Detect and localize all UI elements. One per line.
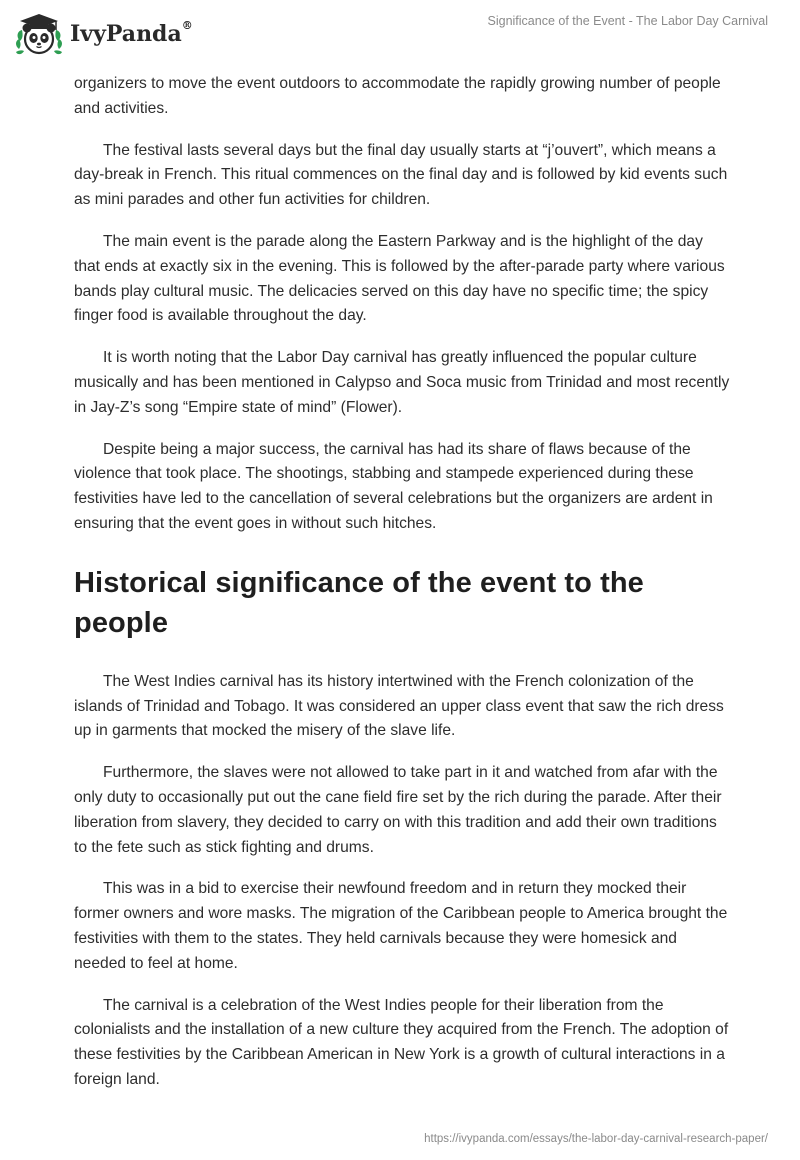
section-heading: Historical significance of the event to the people (74, 566, 644, 639)
article-body (74, 72, 730, 1110)
brand-name: IvyPanda® (70, 19, 193, 47)
ivypanda-logo[interactable] (14, 8, 193, 60)
paragraph: The carnival is a celebration of the West Indies people for their liberation from the colonialists and the installation of a new culture they acquired from the French. The adoption of these festivities by the Caribbean American in New York is a growth of cultural interactions in a foreign land. (74, 996, 729, 1088)
document-title: Significance of the Event - The Labor Day Carnival (487, 14, 768, 28)
paragraph: Furthermore, the slaves were not allowed to take part in it and watched from afar with the only duty to occasionally put out the cane field fire set by the rich during the parade. After their liberation from slavery, they decided to carry on with this tradition and add their own traditions to the fete such as stick fighting and drums. (74, 764, 722, 856)
paragraph: organizers to move the event outdoors to accommodate the rapidly growing number of people and activities. (74, 75, 721, 117)
registered-mark: ® (181, 19, 193, 32)
paragraph: The West Indies carnival has its history intertwined with the French colonization of the islands of Trinidad and Tobago. It was considered an upper class event that saw the rich dress up in garments that mocked the misery of the slave life. (74, 672, 724, 740)
paragraph: It is worth noting that the Labor Day carnival has greatly influenced the popular culture musically and has been mentioned in Calypso and Soca music from Trinidad and most recently in Jay-Z’s song “Empire state of mind” (Flower). (74, 349, 730, 416)
panda-graduate-logo-icon (14, 11, 64, 57)
paragraph: This was in a bid to exercise their newfound freedom and in return they mocked their former owners and wore masks. The migration of the Caribbean people to America brought the festivities with them to the states. They held carnivals because they were homesick and needed to feel at home. (74, 880, 728, 972)
paragraph: Despite being a major success, the carnival has had its share of flaws because of the violence that took place. The shootings, stabbing and stampede experienced during these festivities have led to the cancellation of several celebrations but the organizers are ardent in ensuring that the event goes in without such hitches. (74, 440, 713, 532)
paragraph: The main event is the parade along the Eastern Parkway and is the highlight of the day that ends at exactly six in the evening. This is followed by the after-parade party where various bands play cultural music. The delicacies served on this day have no specific time; the spicy finger food is available throughout the day. (74, 232, 725, 325)
source-url[interactable]: https://ivypanda.com/essays/the-labor-day-carnival-research-paper/ (424, 1133, 768, 1145)
page-header (0, 0, 800, 70)
paragraph: The festival lasts several days but the final day usually starts at “j’ouvert”, which means a day-break in French. This ritual commences on the final day and is followed by kid events such as mini parades and other fun activities for children. (74, 141, 728, 209)
